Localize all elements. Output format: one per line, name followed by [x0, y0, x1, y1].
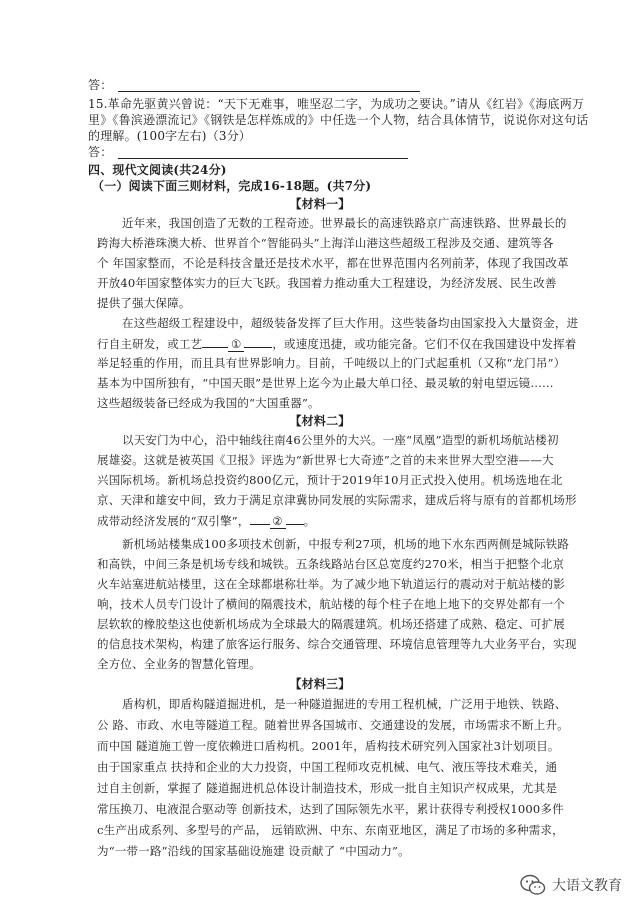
material3-line: 过自主创新，掌握了 隧道掘进机总体设计制造技术，形成一批自主知识产权成果，尤其是 — [97, 781, 558, 795]
material3-line: 常压换刀、电液混合驱动等 创新技术，达到了国际领先水平，累计获得专利授权1000多件 — [97, 802, 564, 816]
material2-p2-line: 新机场站楼集成100多项技术创新，中报专利27项，机场的地下水东西两侧是城际铁路 — [122, 537, 570, 551]
material2-p2-line: 响，技术人员专门设计了横间的隔震技术，航站楼的每个柱子在地上地下的交界处都有一个 — [97, 597, 565, 611]
material2-line: 成带动经济发展的“双引擎”， ② 。 — [97, 514, 316, 528]
material3-line: 由于国家重点 扶持和企业的大力投资，中国工程师攻克机械、电气、液压等技术难关，通 — [97, 760, 558, 774]
blank-1-left[interactable] — [202, 336, 228, 348]
blank-2-marker: ② — [270, 514, 286, 529]
blank-1-marker: ① — [228, 337, 244, 352]
material1-p2-line: 这些超级装备已经成为我国的“大国重器”。 — [97, 396, 320, 410]
material2-title: 【材料二】 — [289, 414, 351, 428]
answer-label-14: 答： — [88, 78, 113, 92]
answer-label-15: 答： — [88, 145, 113, 159]
material2-line: 展雄姿。这就是被英国《卫报》评选为“新世界七大奇迹”之首的未来世界大型空港——大 — [97, 453, 554, 467]
q15-line-2: 里》《鲁滨逊漂流记》《钢铁是怎样炼成的》中任选一个人物，结合具体情节，说说你对这句话 — [88, 113, 589, 127]
material2-line: 以天安门为中心，沿中轴线往南46公里外的大兴。一座“凤凰”造型的新机场航站楼初 — [122, 433, 559, 447]
section-subheading: （一）阅读下面三则材料，完成16-18题。(共7分) — [92, 179, 372, 193]
material1-line: 近年来，我国创造了无数的工程奇迹。世界最长的高速铁路京广高速铁路、世界最长的 — [122, 216, 567, 230]
material2-p2-line: 和高铁，中间三条是机场专线和城铁。五条线路站台区总宽度约270米，相当于把整个北京 — [97, 557, 565, 571]
material1-p2-text: ，或速度迅捷，或功能完备。它们不仅在我国建设中发挥着 — [272, 337, 577, 351]
material3-title: 【材料三】 — [289, 677, 351, 691]
material1-line: 提供了强大保障。 — [97, 296, 191, 310]
answer-line-14[interactable] — [118, 91, 420, 92]
material1-line: 开放40年国家整体实力的巨大飞跃。我国着力推动重大工程建设，为经济发展、民生改善 — [97, 276, 557, 290]
material1-p2-line — [97, 336, 577, 352]
material1-title: 【材料一】 — [289, 197, 351, 211]
section-heading: 四、现代文阅读(共24分) — [88, 163, 227, 177]
material2-line: 兴国际机场。新机场总投资约800亿元，预计于2019年10月正式投入使用。机场选地在北 — [97, 473, 563, 487]
material1-line: 个 年国家整而，不论是科技含量还是技术水平，都在世界范围内名列前茅，体现了我国改革 — [97, 256, 569, 270]
wechat-icon — [520, 874, 546, 896]
answer-line-15[interactable] — [118, 158, 408, 159]
material3-line: 为“一带一路”沿线的国家基础设施建 设贡献了 “中国动力”。 — [97, 844, 410, 858]
blank-2-right[interactable] — [286, 513, 304, 525]
material2-p2-line: 层软软的橡胶垫这也使新机场成为全球最大的隔震建筑。机场还搭建了成熟、稳定、可扩展 — [97, 617, 565, 631]
watermark — [520, 874, 622, 896]
material3-line: 盾构机，即盾构隧道掘进机，是一种隧道掘进的专用工程机械，广泛用于地铁、铁路、 — [122, 697, 567, 711]
q15-line-3: 的理解。(100字左右)（3分） — [88, 129, 252, 143]
material1-line: 跨海大桥港珠澳大桥、世界首个“智能码头”上海洋山港这些超级工程涉及交通、建筑等各 — [97, 236, 554, 250]
material1-p2-line: 在这些超级工程建设中，超级装备发挥了巨大作用。这些装备均由国家投入大量资金，进 — [122, 316, 579, 330]
material1-p2-line: 举足轻重的作用，而且具有世界影响力。目前，千吨级以上的门式起重机（又称“龙门吊”） — [97, 356, 566, 370]
material2-p2-line: 全方位、全业务的智慧化管理。 — [97, 657, 261, 671]
material3-line: c生产出成系列、多型号的产品， 远销欧洲、中东、东南亚地区，满足了市场的多种需求， — [97, 823, 564, 837]
material2-line: 京、天津和雄安中间，致力于满足京津冀协同发展的实际需求，建成后将与原有的首都机场形 — [97, 493, 577, 507]
material3-line: 公 路、市政、水电等隧道工程。随着世界各国城市、交通建设的发展，市场需求不断上升。 — [97, 718, 569, 732]
material1-p2-line: 基本为中国所独有，“中国天眼”是世界上迄今为止最大单口径、最灵敏的射电望远镜…… — [97, 376, 554, 390]
material2-text: 成带动经济发展的“双引擎”， — [97, 514, 250, 528]
blank-2-left[interactable] — [250, 513, 270, 525]
material3-line: 而中国 隧道施工曾一度依赖进口盾构机。2001年，盾构技术研究列入国家社3计划项目。 — [97, 739, 560, 753]
watermark-text: 大语文教育 — [552, 878, 622, 894]
q15-line-1: 15.革命先驱黄兴曾说：“天下无难事，唯坚忍二字，为成功之要诀。”请从《红岩》《海底两万 — [88, 97, 585, 111]
blank-1-right[interactable] — [244, 336, 272, 348]
material2-p2-line: 的信息技术架构，构建了旅客运行服务、综合交通管理、环境信息管理等九大业务平台，实现 — [97, 637, 577, 651]
material1-p2-text: 行自主研发，或工艺 — [97, 337, 203, 351]
material2-p2-line: 火车站塞进航站楼里，这在全球都堪称壮举。为了减少地下轨道运行的震动对于航站楼的影 — [97, 577, 565, 591]
